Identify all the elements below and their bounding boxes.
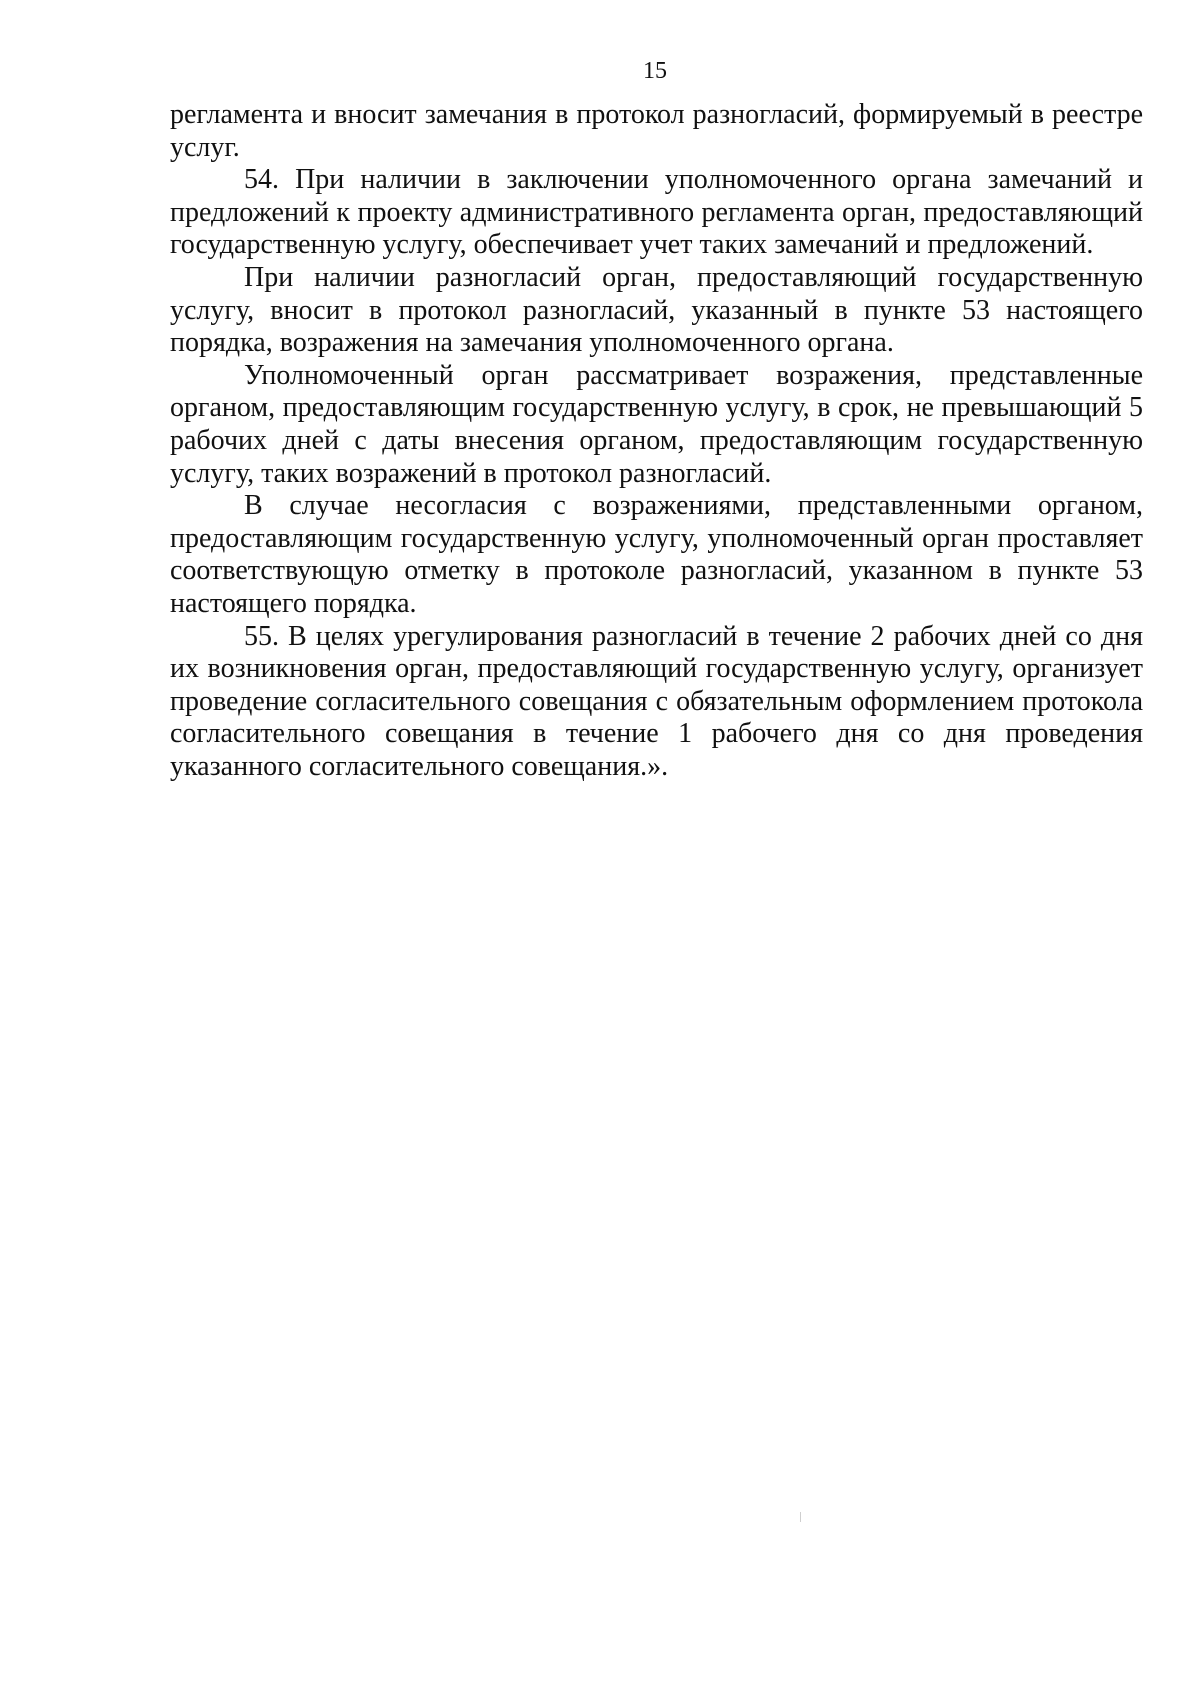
paragraph-item-55: 55. В целях урегулирования разногласий в течение 2 рабочих дней со дня их возникновения орган, предоставляющий государственную услугу, организует проведение согласительного совещания с обязательным оформлением протокола согласительного совещания в течение 1 рабочего дня со дня проведения указанного согласительного совещания.». [170, 620, 1143, 782]
scan-artifact [800, 1512, 801, 1522]
paragraph-review-objections: Уполномоченный орган рассматривает возражения, представленные органом, предоставляющим государственную услугу, в срок, не превышающий 5 рабочих дней с даты внесения органом, предоставляющим государственную услугу, таких возражений в протокол разногласий. [170, 359, 1143, 489]
paragraph-item-54: 54. При наличии в заключении уполномоченного органа замечаний и предложений к проекту административного регламента орган, предоставляющий государственную услугу, обеспечивает учет таких замечаний и предложений. [170, 164, 1143, 261]
page-number: 15 [643, 58, 667, 84]
paragraph-disagreements: При наличии разногласий орган, предоставляющий государственную услугу, вносит в протокол разногласий, указанный в пункте 53 настоящего порядка, возражения на замечания уполномоченного органа. [170, 261, 1143, 359]
document-body [170, 99, 1143, 783]
paragraph-continuation: регламента и вносит замечания в протокол разногласий, формируемый в реестре услуг. [170, 99, 1143, 163]
paragraph-disagreement-mark: В случае несогласия с возражениями, представленными органом, предоставляющим государственную услугу, уполномоченный орган проставляет соответствующую отметку в протоколе разногласий, указанном в пункте 53 настоящего порядка. [170, 490, 1143, 619]
